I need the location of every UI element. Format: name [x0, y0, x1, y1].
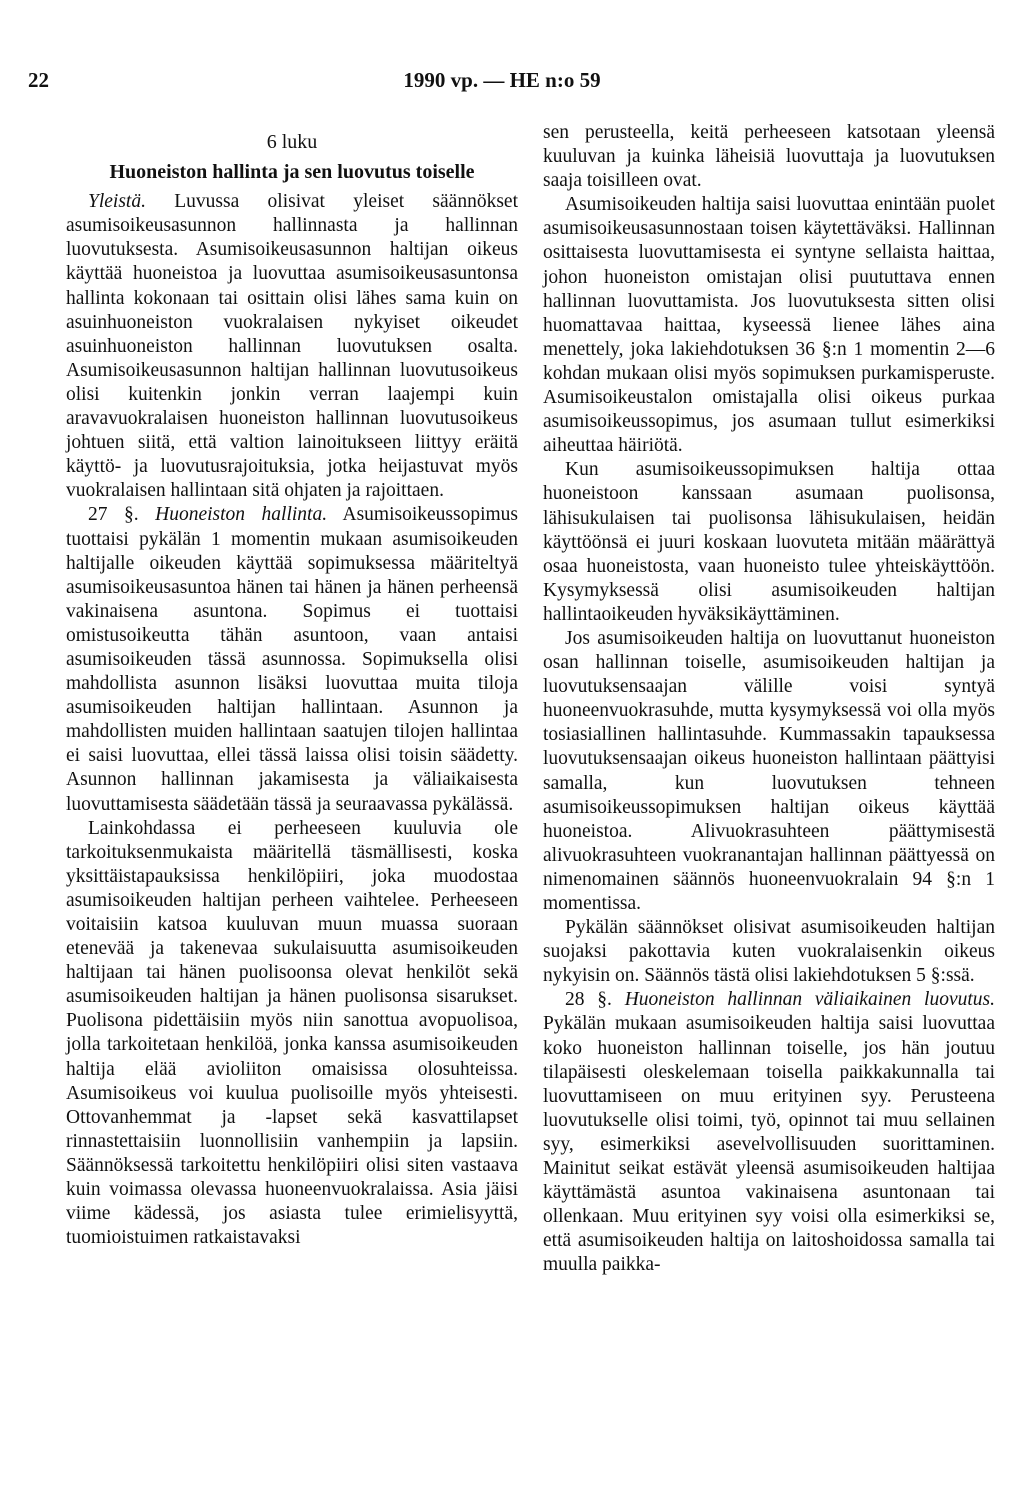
document-reference: 1990 vp. — HE n:o 59: [403, 68, 601, 92]
paragraph-lead: Yleistä.: [88, 191, 146, 213]
paragraph-general: [66, 190, 518, 503]
paragraph-sublease: Jos asumisoikeuden haltija on luovuttanut huoneiston osan hallinnan toiselle, asumisoikeuden haltijan ja luovutuksensaajan välille voisi syntyä huoneenvuokrasuhde, mutta kysymyksessä voi olla myös tosiasiallinen hallintasuhde. Kummassakin tapauksessa luovutuksensaajan oikeus huoneiston hallintaan päättyisi samalla, kun luovutuksen tehneen asumisoikeussopimuksen haltijan oikeus käyttää huoneistoa. Alivuokrasuhteen päättymisestä alivuokrasuhteen vuokranantajan hallinnan päättyessä on nimenomainen säännös huoneenvuokralain 94 §:n 1 momentissa.: [543, 627, 995, 914]
section-number: 27 §.: [88, 504, 139, 526]
section-title: Huoneiston hallinta.: [155, 504, 328, 526]
running-header: [28, 68, 976, 98]
paragraph-continued: sen perusteella, keitä perheeseen katsotaan yleensä kuuluvan ja kuinka läheisiä luovuttaja ja luovutuksen saaja toisilleen ovat.: [543, 122, 995, 192]
right-column: [543, 121, 995, 1278]
paragraph-partial-transfer: Asumisoikeuden haltija saisi luovuttaa enintään puolet asumisoikeusasunnostaan toisen käytettäväksi. Hallinnan osittaisesta luovuttamisesta ei syntyne sellaista haittaa, johon huoneiston omistajan olisi puututtava ennen hallinnan luovuttamista. Jos luovutuksesta sitten olisi huomattavaa haittaa, kyseessä lienee lähes aina menettely, joka lakiehdotuksen 36 §:n 1 momentin 2—6 kohdan mukaan olisi myös sopimuksen purkamisperuste. Asumisoikeustalon omistajalla olisi oikeus purkaa asumisoikeussopimus, jos asumaan tullut esimerkiksi aiheuttaa häiriötä.: [543, 194, 995, 457]
page-number: 22: [28, 68, 49, 92]
paragraph-spouse: Kun asumisoikeussopimuksen haltija ottaa huoneistoon kanssaan asumaan puolisonsa, lähisukulaisen tai puolisonsa lähisukulaisen, heidän käyttöönsä ei juuri koskaan luovuteta mitään määrättyä osaa huoneistosta, vaan huoneisto tulee yhteiskäyttöön. Kysymyksessä olisi asumisoikeuden haltijan hallintaoikeuden hyväksikäyttäminen.: [543, 459, 995, 625]
paragraph-text: Luvussa olisivat yleiset säännökset asumisoikeusasunnon hallinnasta ja hallinnan luovutuksesta. Asumisoikeusasunnon haltijan oikeus käyttää huoneistoa ja luovuttaa asumisoikeusasuntonsa hallinta kokonaan tai osittain olisi lähes sama kuin on asuinhuoneiston vuokralaisen nykyiset oikeudet asuinhuoneiston hallinnan luovutuksen osalta. Asumisoikeusasunnon haltijan hallinnan luovutusoikeus olisi kuitenkin jonkin verran laajempi kuin aravavuokralaisen huoneiston hallinnan luovutusoikeus johtuen siitä, että valtion lainoitukseen liittyy eräitä käyttö- ja luovutusrajoituksia, jotka heijastuvat myös vuokralaisen hallintaan sitä ohjaten ja rajoittaen.: [66, 191, 518, 502]
left-column: [66, 121, 518, 1250]
paragraph-mandatory: Pykälän säännökset olisivat asumisoikeuden haltijan suojaksi pakottavia kuten vuokralaisenkin oikeus nykyisin on. Säännös tästä olisi lakiehdotuksen 5 §:ssä.: [543, 917, 995, 987]
section-number: 28 §.: [565, 989, 612, 1011]
section-title: Huoneiston hallinnan väliaikainen luovutus.: [624, 989, 996, 1011]
paragraph-section-28: [543, 988, 995, 1277]
paragraph-family: Lainkohdassa ei perheeseen kuuluvia ole tarkoituksenmukaista määritellä täsmällisesti, koska yksittäistapauksissa henkilöpiiri, joka muodostaa asumisoikeuden haltijan perheen vaihtelee. Perheeseen voitaisiin katsoa kuuluvan muun muassa suoraan etenevää ja takenevaa sukulaisuutta asumisoikeuden haltijaan tai hänen puolisoonsa olevat henkilöt sekä asumisoikeuden haltijan ja hänen puolisonsa sisarukset. Puolisona pidettäisiin myös niin sanottua avopuolisoa, jolla tarkoitetaan henkilöä, jonka kanssa asumisoikeuden haltija elää avioliiton omaisissa olosuhteissa. Asumisoikeus voi kuulua puolisoille myös yhteisesti. Ottovanhemmat ja -lapset sekä kasvattilapset rinnastettaisiin luonnollisiin vanhempiin ja lapsiin. Säännöksessä tarkoitettu henkilöpiiri olisi siten vastaava kuin voimassa olevassa huoneenvuokralaissa. Asia jäisi viime kädessä, jos asiasta tulee erimielisyyttä, tuomioistuimen ratkaistavaksi: [66, 817, 518, 1249]
paragraph-text: Pykälän mukaan asumisoikeuden haltija saisi luovuttaa koko huoneiston hallinnan toiselle, jos hän joutuu tilapäisesti oleskelemaan toisella paikkakunnalla tai luovuttamiseen on muu erityinen syy. Perusteena luovutukselle olisi toimi, työ, opinnot tai muu sellainen syy, esimerkiksi asevelvollisuuden suorittaminen. Mainitut seikat estävät yleensä asumisoikeuden haltijaa käyttämästä asuntoa vakinaisena asuntonaan tai ollenkaan. Muu erityinen syy voisi olla esimerkiksi se, että asumisoikeuden haltija on laitoshoidossa samalla tai muulla paikka-: [543, 1013, 995, 1276]
chapter-number: 6 luku: [266, 131, 318, 153]
paragraph-section-27: [66, 503, 518, 816]
chapter-title: Huoneiston hallinta ja sen luovutus toiselle: [109, 161, 475, 184]
paragraph-text: Asumisoikeussopimus tuottaisi pykälän 1 momentin mukaan asumisoikeuden haltijalle oikeuden käyttää sopimuksessa määriteltyä asumisoikeusasuntoa hänen tai hänen ja hänen perheensä vakinaisena asuntona. Sopimus ei tuottaisi omistusoikeutta tähän asuntoon, vaan antaisi asumisoikeuden tässä asunnossa. Sopimuksella olisi mahdollista asunnon lisäksi luovuttaa muita tiloja asumisoikeuden haltijan hallintaan. Asunnon ja mahdollisten muiden hallintaan saatujen tilojen hallintaa ei saisi luovuttaa, ellei tässä laissa olisi toisin säädetty. Asunnon hallinnan jakamisesta ja väliaikaisesta luovuttamisesta säädetään tässä ja seuraavassa pykälässä.: [66, 504, 519, 815]
